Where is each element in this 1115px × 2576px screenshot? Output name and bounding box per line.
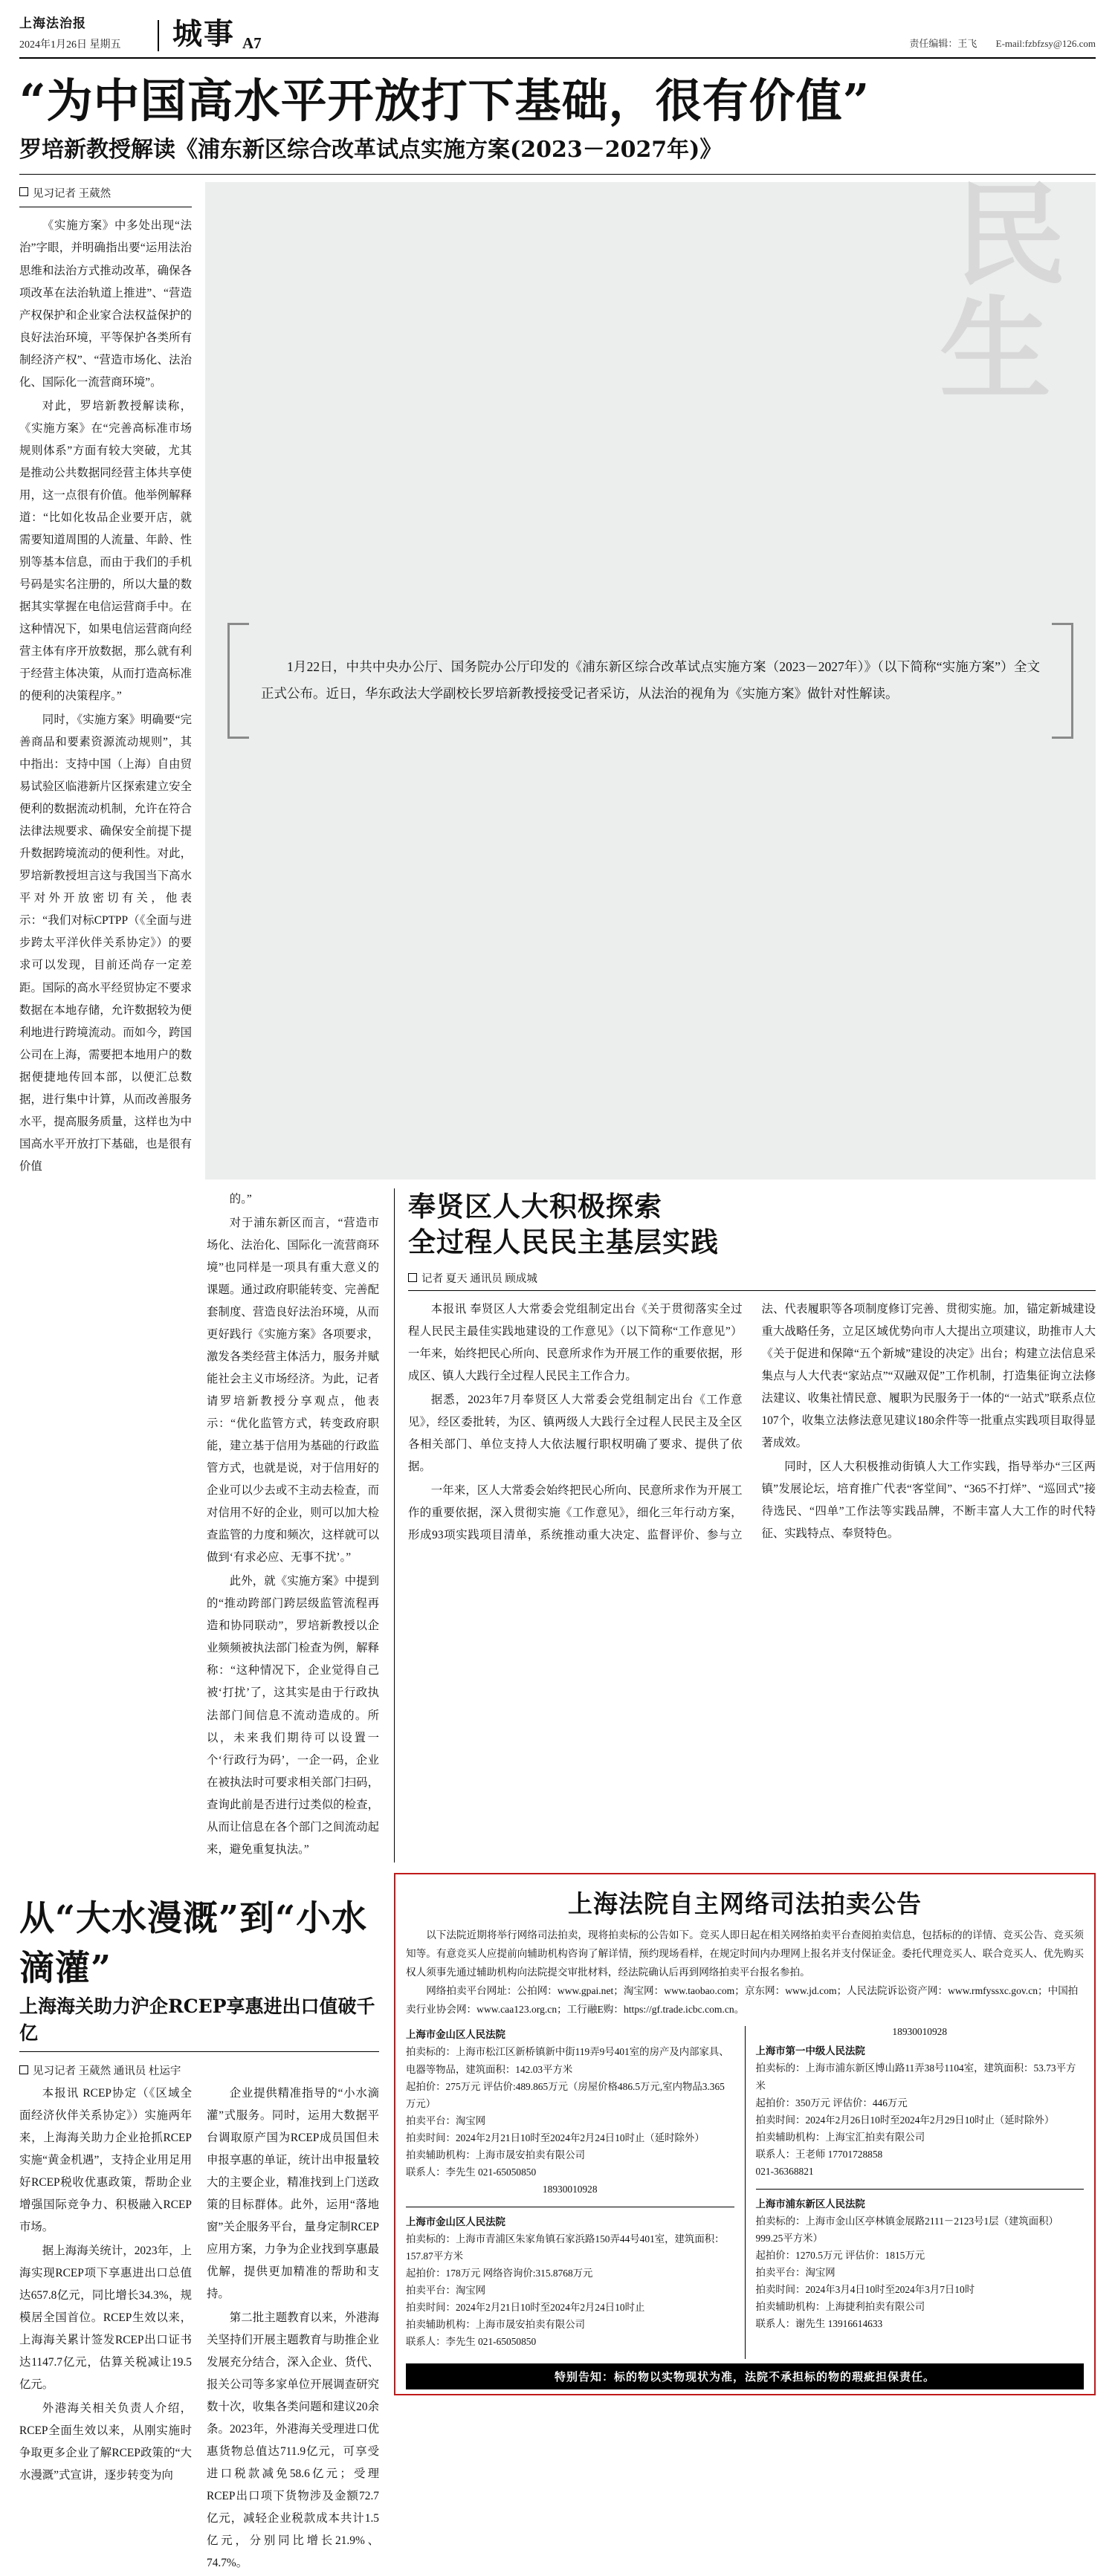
bracket-left-icon: [227, 623, 249, 739]
auction-title: 上海法院自主网络司法拍卖公告: [568, 1889, 922, 1918]
auction-item: [756, 2042, 1085, 2179]
paragraph: 外港海关相关负责人介绍，RCEP全面生效以来，从刚实施时争取更多企业了解RCEP政策的“大水漫溉”式宣讲，逐步转变为向: [19, 2402, 192, 2482]
paragraph: 《实施方案》中多处出现“法治”字眼，并明确指出要“运用法治思维和法治方式推动改革，确保各项改革在法治轨道上推进”、“营造产权保护和企业家合法权益保护的良好法治环境，平等保护各类所有制经济产权”、“营造市场化、法治化、国际化一流营商环境”。: [19, 219, 192, 389]
auction-detail: 拍卖辅助机构：上海市晟安拍卖有限公司: [406, 2319, 586, 2331]
auction-detail: 拍卖辅助机构：上海市晟安拍卖有限公司: [406, 2149, 586, 2161]
story1-byline: [19, 185, 192, 201]
masthead-divider: [158, 20, 159, 51]
paragraph: 同时，《实施方案》明确要“完善商品和要素资源流动规则”，其中指出：支持中国（上海）自由贸易试验区临港新片区探索建立安全便利的数据流动机制，允许在符合法律法规要求、确保安全前提下提升数据跨境流动的便利性。对此，罗培新教授坦言这与我国当下高水平对外开放密切有关，他表示：“我们对标CPTPP（《全面与进步跨太平洋伙伴关系协定》）的要求可以发现，目前还尚存一定差距。国际的高水平经贸协定不要求数据在本地存储，允许数据较为便利地进行跨境流动。而如今，跨国公司在上海，需要把本地用户的数据便捷地传回本部，以便汇总数据，进行集中计算，从而改善服务水平，提高服务质量，这样也为中国高水平开放打下基础，也是很有价值: [19, 713, 192, 1173]
auction-item: [406, 2026, 734, 2197]
auction-court: 上海市第一中级人民法院: [755, 2045, 865, 2057]
auction-detail: 拍卖标的：上海市青浦区朱家角镇石家浜路150弄44号401室，建筑面积：157.87平方米: [406, 2233, 725, 2262]
story1-col2-text: [207, 1188, 379, 1861]
paragraph: 本报讯 RCEP协定（《区域全面经济伙伴关系协定》）实施两年来，上海海关助力企业抢抓RCEP实施“黄金机遇”，支持企业用足用好RCEP税收优惠政策，帮助企业增强国际竞争力、积极融入RCEP市场。: [19, 2086, 192, 2233]
story3-col1: [19, 2083, 192, 2576]
auction-detail: 起拍价：275万元 评估价:489.865万元（房屋价格486.5万元,室内物品3.365万元）: [406, 2080, 725, 2109]
headline-rule: [19, 174, 1096, 175]
auction-detail: 拍卖平台：淘宝网: [406, 2114, 486, 2126]
story3-byline-text: 见习记者 王葳然 通讯员 杜运宇: [33, 2065, 181, 2077]
auction-intro: 以下法院近期将举行网络司法拍卖，现将拍卖标的公告如下。竞买人即日起在相关网络拍卖平台查阅拍卖信息，包括标的的详情、竞买公告、竞买须知等。有意竞买人应提前向辅助机构咨询了解详情，预约现场看样，在规定时间内办理网上报名并支付保证金。委托代理竞买人、联合竞买人、优先购买权人须事先通过辅助机构向法院提交审批材料，经法院确认后再到网络拍卖平台报名参拍。: [406, 1929, 1084, 1978]
story2-byline: [408, 1270, 1096, 1286]
story2-title-line2: 全过程人民民主基层实践: [408, 1225, 719, 1258]
main-headline: “为中国高水平开放打下基础，很有价值”: [19, 74, 870, 128]
lead-summary-box: [205, 170, 1096, 1179]
story3-col2: [207, 2083, 379, 2576]
paper-name: 上海法治报: [19, 16, 86, 31]
editor-credit: 责任编辑：王飞: [909, 38, 977, 49]
auction-detail: 021-36368821: [755, 2165, 814, 2177]
auction-item: [406, 2213, 734, 2350]
story2-body: [408, 1298, 1096, 1547]
lead-text: 1月22日，中共中央办公厅、国务院办公厅印发的《浦东新区综合改革试点实施方案（2023－2027年）》（以下简称“实施方案”）全文正式公布。近日，华东政法大学副校长罗培新教授接受记者采访，从法治的视角为《实施方案》做针对性解读。: [261, 659, 1040, 702]
watermark-character-2: 生: [939, 285, 1051, 416]
publication-date: 2024年1月26日 星期五: [19, 39, 121, 51]
section-name: 城事: [172, 16, 235, 51]
auction-detail: 拍卖辅助机构：上海捷利拍卖有限公司: [755, 2301, 925, 2313]
paragraph: 第二批主题教育以来，外港海关坚持们开展主题教育与助推企业发展充分结合，深入企业、货代、报关公司等多家单位开展调查研究数十次，收集各类问题和建议20余条。2023年，外港海关受理进口优惠货物总值达711.9亿元，可享受进口税款减免58.6亿元；受理RCEP出口项下货物涉及金额72.7亿元，减轻企业税款成本共计1.5亿元，分别同比增长21.9%、74.7%。: [207, 2311, 379, 2570]
masthead-credits: [893, 36, 1096, 53]
paragraph: 据上海海关统计，2023年，上海实现RCEP项下享惠进出口总值达657.8亿元，同比增长34.3%，规模居全国首位。RCEP生效以来，上海海关累计签发RCEP出口证书达1147.7亿元，估算关税减让19.5亿元。: [19, 2244, 192, 2392]
lead-section: [19, 170, 1096, 1179]
auction-column-left: [406, 2026, 734, 2359]
auction-detail: 起拍价：1270.5万元 评估价：1815万元: [755, 2249, 925, 2261]
auction-detail: 拍卖平台：淘宝网: [406, 2285, 486, 2297]
story3-subtitle: 上海海关助力沪企RCEP享惠进出口值破千亿: [19, 1995, 375, 2044]
story2: [394, 1188, 1096, 1863]
story1-column2: [207, 1188, 379, 1863]
story1-byline-text: 见习记者 王葳然: [33, 188, 112, 201]
paragraph: 企业提供精准指导的“小水滴灌”式服务。同时，运用大数据平台调取原产国为RCEP成员国但未申报享惠的单证，统计出申报量较大的主要企业，精准找到上门送政策的目标群体。此外，运用“落地窗”关企服务平台，量身定制RCEP应用方案，力争为企业找到享惠最优解，提供更加精准的帮助和支持。: [207, 2086, 379, 2300]
story2-byline-text: 记者 夏天 通讯员 顾成城: [421, 1272, 537, 1285]
auction-notice: [394, 1873, 1096, 2576]
auction-detail: 拍卖辅助机构：上海宝汇拍卖有限公司: [755, 2131, 925, 2143]
story3-title: 从“大水漫溉”到“小水滴灌”: [19, 1897, 368, 1989]
watermark-character-1: 民: [954, 170, 1066, 302]
paragraph: 同时，区人大积极推动街镇人大工作实践，指导举办“三区两镇”发展论坛，培育推广代表“客堂间”、“365不打烊”、“巡回式”接待选民、“四单”工作法等实践品牌，不断丰富人大工作的时代特征、实践特点、奉贤特色。: [761, 1460, 1096, 1541]
auction-detail: 联系人：李先生 021-65050850: [406, 2166, 537, 2178]
auction-court: 上海市金山区人民法院: [406, 2029, 505, 2041]
story1-col1-text: [19, 215, 192, 1177]
auction-code-top: 18930010928: [892, 2026, 948, 2038]
middle-section: [19, 1188, 1096, 1863]
auction-detail: 拍卖时间：2024年2月21日10时至2024年2月24日10时止: [406, 2302, 645, 2314]
auction-urls: 网络拍卖平台网址：公拍网：www.gpai.net；淘宝网：www.taobao.com；京东网：www.jd.com；人民法院诉讼资产网：www.rmfyssxc.gov.cn；中国拍卖行业协会网：www.caa123.org.cn；工行融E购：https://gf.trade.icbc.com.cn。: [406, 1985, 1079, 2016]
story2-rule: [408, 1290, 1096, 1291]
bracket-right-icon: [1052, 623, 1073, 739]
auction-column-right: [745, 2026, 1085, 2359]
auction-court: 上海市金山区人民法院: [406, 2216, 505, 2227]
paragraph: 本报讯 奉贤区人大常委会党组制定出台《关于贯彻落实全过程人民民主最佳实践地建设的工作意见》（以下简称“工作意见”）一年来，始终把民心所向、民意所求作为开展工作的重要依据，形成区、镇人大践行全过程人民民主工作合力。: [408, 1302, 743, 1383]
story2-title-line1: 奉贤区人大积极探索: [408, 1189, 662, 1223]
masthead: [19, 10, 1096, 59]
auction-detail: 拍卖标的：上海市松江区新桥镇新中街119弄9号401室的房产及内部家具、电器等物品，建筑面积：142.03平方米: [406, 2046, 729, 2075]
story3-columns: [19, 2083, 379, 2576]
story1-column1: [19, 182, 192, 1179]
page-number: A7: [242, 34, 262, 52]
auction-box: [394, 1873, 1096, 2396]
paragraph: 据悉，2023年7月奉贤区人大常委会党组制定出台《工作意见》，经区委批转，为区、镇两级人大践行全过程人民民主及全区各相关部门、单位支持人大依法履行职权明确了要求、提供了依据。: [408, 1394, 743, 1474]
auction-detail: 起拍价：178万元 网络咨询价:315.8768万元: [406, 2268, 593, 2279]
auction-detail: 拍卖标的：上海市浦东新区博山路11弄38号1104室，建筑面积：53.73平方米: [755, 2062, 1076, 2091]
paragraph: 对于浦东新区而言，“营造市场化、法治化、国际化一流营商环境”也同样是一项具有重大意义的课题。通过政府职能转变、完善配套制度、营造良好法治环境，从而更好践行《实施方案》各项要求，激发各类经营主体活力，服务并赋能社会主义市场经济。为此，记者请罗培新教授分享观点，他表示：“优化监管方式，转变政府职能，建立基于信用为基础的行政监管方式，也就是说，对于信用好的企业可以少去或不主动去检查，而对信用不好的企业，则可以加大检查监管的力度和频次，这样就可以做到‘有求必应、无事不扰’。”: [207, 1216, 379, 1564]
paragraph: 一年来，区人大常委会始终把民心所向、民意所求作为开展工作的重要依据，深入贯彻实施《工作意见》，细化三年行动方案，形成93项实践项目清单，系统推动重大决定、监督评价、参与立法、代表履职等各项制度修订完善、贯彻实施。加，锚定新城建设重大战略任务，立足区域优势向市人大提出立项建议，助推市人大《关于促进和保障“五个新城”建设的决定》出台；构建立法信息采集点与人大代表“家站点”“双融双促”工作机制，打造集征询立法修法建议、收集社情民意、履职为民服务于一体的“一站式”联系点位107个，收集立法修法意见建议180余件等一批重点实践项目取得显著成效。: [408, 1302, 1096, 1542]
auction-detail: 拍卖平台：淘宝网: [755, 2266, 836, 2278]
auction-detail: 拍卖时间：2024年2月21日10时至2024年2月24日10时止（延时除外）: [406, 2132, 705, 2143]
auction-separator: [756, 2189, 1085, 2190]
masthead-left: [19, 15, 153, 54]
auction-detail: 联系人：李先生 021-65050850: [406, 2336, 537, 2348]
paragraph: 的。”: [229, 1192, 252, 1206]
auction-detail: 起拍价：350万元 评估价：446万元: [755, 2097, 908, 2109]
auction-special-notice: 特别告知：标的物以实物现状为准，法院不承担标的物的瑕疵担保责任。: [406, 2363, 1084, 2389]
auction-detail: 联系人：王老师 17701728858: [755, 2148, 883, 2160]
byline-box-icon: [19, 187, 28, 196]
auction-detail: 拍卖时间：2024年3月4日10时至2024年3月7日10时: [755, 2284, 975, 2296]
paragraph: 此外，就《实施方案》中提到的“推动跨部门跨层级监管流程再造和协同联动”，罗培新教授以企业频频被执法部门检查为例，解释称：“这种情况下，企业觉得自己被‘打扰’了，这其实是由于行政执法部门间信息不流动造成的。所以，未来我们期待可以设置一个‘行政行为码’，一企一码，企业在被执法时可要求相关部门扫码，查询此前是否进行过类似的检查，从而让信息在各个部门之间流动起来，避免重复执法。”: [207, 1575, 379, 1856]
story3-byline: [19, 2062, 379, 2078]
auction-detail: 拍卖标的：上海市金山区亭林镇金展路2111－2123号1层（建筑面积）999.25平方米）: [755, 2215, 1059, 2244]
story3-rule: [19, 2051, 379, 2052]
auction-detail: 拍卖时间：2024年2月26日10时至2024年2月29日10时止（延时除外）: [755, 2114, 1055, 2126]
byline-box-icon: [408, 1273, 417, 1282]
auction-code: 18930010928: [542, 2183, 598, 2195]
story3: [19, 1873, 379, 2576]
main-subheadline: 罗培新教授解读《浦东新区综合改革试点实施方案(2023－2027年)》: [19, 137, 723, 164]
auction-detail: 联系人：谢先生 13916614633: [755, 2318, 883, 2330]
auction-item: [756, 2195, 1085, 2332]
auction-court: 上海市浦东新区人民法院: [755, 2198, 865, 2210]
auction-listings: [406, 2026, 1084, 2359]
byline-box-icon: [19, 2065, 28, 2074]
paragraph: 对此，罗培新教授解读称，《实施方案》在“完善高标准市场规则体系”方面有较大突破，尤其是推动公共数据同经营主体共享使用，这一点很有价值。他举例解释道：“比如化妆品企业要开店，就需要知道周围的人流量、年龄、性别等基本信息，而由于我们的手机号码是实名注册的，所以大量的数据其实掌握在电信运营商手中。在这种情况下，如果电信运营商向经营主体有序开放数据，那么就有利于经营主体决策，从而打造高标准的便利的决策程序。”: [19, 399, 192, 703]
bottom-section: [19, 1873, 1096, 2576]
story1-column1-cont: [19, 1188, 192, 1863]
editor-email: E-mail:fzbfzsy@126.com: [995, 38, 1096, 49]
